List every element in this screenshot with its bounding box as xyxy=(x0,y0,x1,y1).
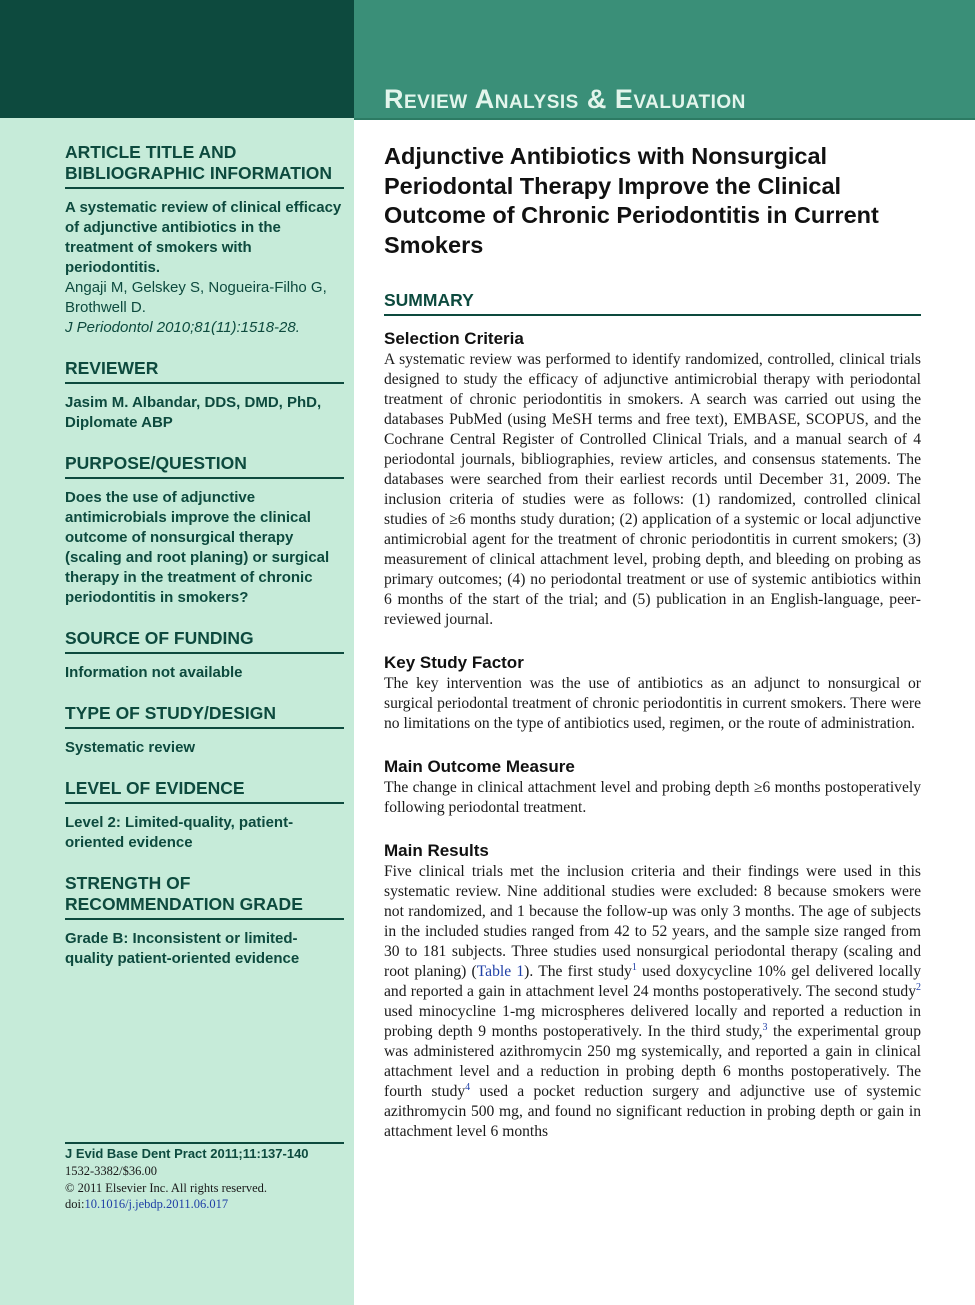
evidence-text: Level 2: Limited-quality, patient-oriented evidence xyxy=(65,814,294,851)
bibliographic-sidebar xyxy=(65,142,344,989)
funding-heading: SOURCE OF FUNDING xyxy=(65,628,344,654)
key-factor-text: The key intervention was the use of antibiotics as an adjunct to nonsurgical or surgical periodontal treatment of chronic periodontitis in current smokers. There were no limitations on the type of antibiotics used, regimen, or the route of administration. xyxy=(384,675,921,732)
purpose-heading: PURPOSE/QUESTION xyxy=(65,453,344,479)
doi-link[interactable]: 10.1016/j.jebdp.2011.06.017 xyxy=(84,1197,229,1211)
results-heading: Main Results xyxy=(384,841,489,860)
purpose-text: Does the use of adjunctive antimicrobials improve the clinical outcome of nonsurgical therapy (scaling and root planing) or surgical therapy in the treatment of chronic periodontitis in smokers? xyxy=(65,489,330,606)
journal-citation: J Evid Base Dent Pract 2011;11:137-140 xyxy=(65,1142,344,1161)
article-title-heading: ARTICLE TITLE AND BIBLIOGRAPHIC INFORMATION xyxy=(65,142,344,189)
table-1-link[interactable]: Table 1 xyxy=(476,963,525,980)
purpose-block xyxy=(65,453,344,608)
funding-text: Information not available xyxy=(65,664,243,681)
results-segment: used a pocket reduction surgery and adjunctive use of systemic azithromycin 500 mg, and found no significant reduction in probing depth or gain in attachment level 6 months xyxy=(384,1083,921,1140)
article-info-block xyxy=(65,142,344,338)
evidence-block xyxy=(65,778,344,853)
header-divider xyxy=(354,118,975,120)
selection-text: A systematic review was performed to identify randomized, controlled, clinical trials designed to study the efficacy of adjunctive antimicrobial therapy with periodontal treatment of chronic periodontitis in smokers. A search was carried out using the databases PubMed (using MeSH terms and free text), EMBASE, SCOPUS, and the Cochrane Central Register of Controlled Clinical Trials, and a manual search of 4 periodontal journals, bibliographies, review articles, and consensus statements. The databases were searched from their earliest records until December 31, 2009. The inclusion criteria of studies were as follows: (1) randomized, controlled clinical studies of ≥6 months study duration; (2) application of a systemic or local adjunctive antimicrobial agent for the treatment of chronic periodontitis in current smokers; (3) measurement of clinical attachment level, probing depth, and bleeding on probing as primary outcomes; (4) no periodontal treatment or use of systemic antibiotics within 6 months of the start of the trial; and (5) publication in an English-language, peer-reviewed journal. xyxy=(384,351,921,628)
results-segment: ). The first study xyxy=(524,963,632,980)
reference-3-link[interactable]: 3 xyxy=(762,1021,768,1033)
results-segment: used minocycline 1-mg microspheres delivered locally and reported a reduction in probing depth 9 months postoperatively. In the third study, xyxy=(384,1003,921,1040)
article-main-title: Adjunctive Antibiotics with Nonsurgical Periodontal Therapy Improve the Clinical Outcome of Chronic Periodontitis in Current Smokers xyxy=(384,143,879,258)
main-content xyxy=(384,142,921,1164)
strength-text: Grade B: Inconsistent or limited-quality patient-oriented evidence xyxy=(65,930,300,967)
evidence-heading: LEVEL OF EVIDENCE xyxy=(65,778,344,804)
study-type-heading: TYPE OF STUDY/DESIGN xyxy=(65,703,344,729)
results-segment: Five clinical trials met the inclusion criteria and their findings were used in this systematic review. Nine additional studies were excluded: 8 because smokers were not randomized, and 1 because the follow-up was only 3 months. The age of subjects in the included studies ranged from 42 to 52 years, and the sample size ranged from 30 to 181 subjects. Three studies used nonsurgical periodontal therapy (scaling and root planing) ( xyxy=(384,863,921,980)
reviewer-heading: REVIEWER xyxy=(65,358,344,384)
results-text xyxy=(384,862,921,1142)
study-type-block xyxy=(65,703,344,758)
selection-heading: Selection Criteria xyxy=(384,329,524,348)
outcome-heading: Main Outcome Measure xyxy=(384,757,575,776)
header-dark-block xyxy=(0,0,354,118)
study-type-text: Systematic review xyxy=(65,739,196,756)
journal-footer xyxy=(65,1142,344,1213)
doi-prefix: doi: xyxy=(65,1197,85,1211)
article-title: A systematic review of clinical efficacy of adjunctive antibiotics in the treatment of smokers with periodontitis. xyxy=(65,199,342,276)
summary-heading: SUMMARY xyxy=(384,290,921,316)
reviewer-name: Jasim M. Albandar, DDS, DMD, PhD, Diplomate ABP xyxy=(65,394,322,431)
reference-2-link[interactable]: 2 xyxy=(916,981,921,993)
section-label: Review Analysis & Evaluation xyxy=(384,84,746,114)
strength-block xyxy=(65,873,344,969)
reference-1-link[interactable]: 1 xyxy=(631,961,637,973)
results-segment: used doxycycline 10% gel delivered locally and reported a gain in attachment level 24 months postoperatively. The second study xyxy=(384,963,922,1000)
key-factor-heading: Key Study Factor xyxy=(384,653,524,672)
doi-line xyxy=(65,1196,344,1213)
outcome-text: The change in clinical attachment level and probing depth ≥6 months postoperatively following periodontal treatment. xyxy=(384,779,921,816)
copyright: © 2011 Elsevier Inc. All rights reserved. xyxy=(65,1180,268,1195)
results-segment: the experimental group was administered azithromycin 250 mg systemically, and reported a gain in clinical attachment level and a reduction in probing depth 6 months postoperatively. The fourth study xyxy=(384,1023,921,1100)
funding-block xyxy=(65,628,344,683)
article-authors: Angaji M, Gelskey S, Nogueira-Filho G, Brothwell D. xyxy=(65,279,327,316)
article-citation: J Periodontol 2010;81(11):1518-28. xyxy=(65,319,300,336)
reviewer-block xyxy=(65,358,344,433)
issn-price: 1532-3382/$36.00 xyxy=(65,1164,158,1178)
strength-heading: STRENGTH OF RECOMMENDATION GRADE xyxy=(65,873,344,920)
reference-4-link[interactable]: 4 xyxy=(465,1081,471,1093)
